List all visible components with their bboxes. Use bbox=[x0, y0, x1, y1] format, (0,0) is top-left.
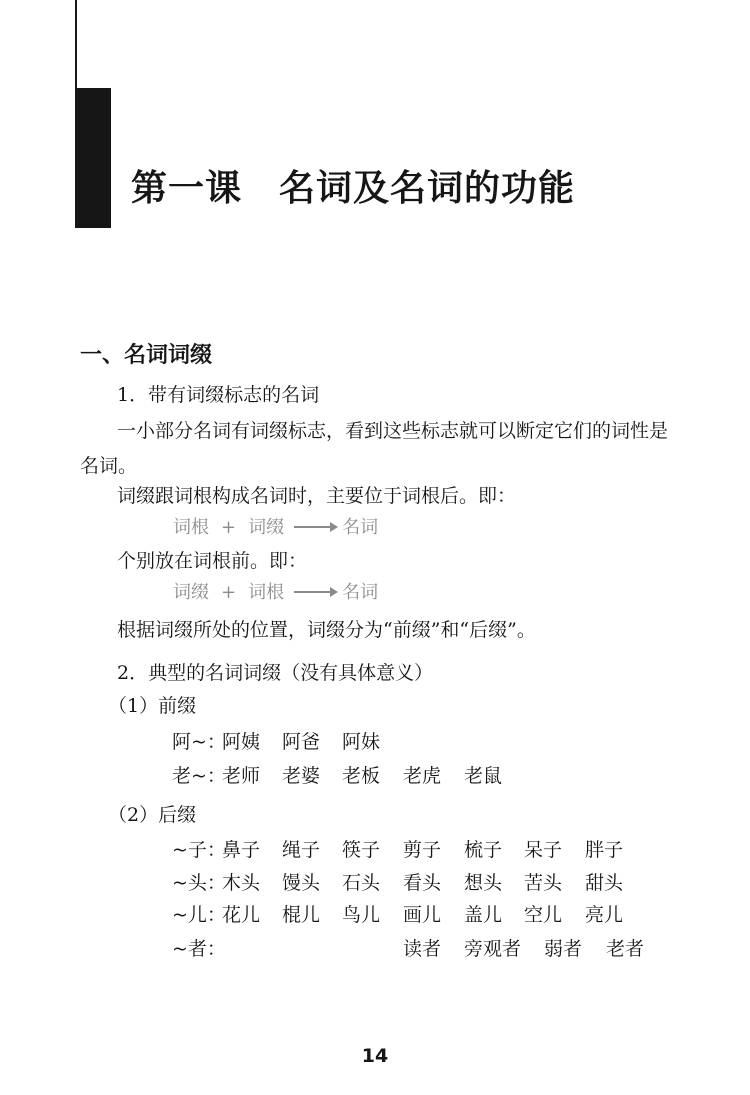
formula-term-b: 词缀 bbox=[248, 517, 285, 538]
example-word: 苦头 bbox=[524, 872, 563, 894]
formula-suffix bbox=[173, 515, 378, 541]
prefix-label: 老~： bbox=[172, 765, 226, 787]
example-word: 阿爸 bbox=[282, 731, 321, 753]
example-word: 老虎 bbox=[403, 765, 442, 787]
plus-sign: + bbox=[221, 582, 237, 603]
subsection-heading-1: 1．带有词缀标志的名词 bbox=[117, 384, 320, 406]
example-word: 鸟儿 bbox=[342, 904, 381, 926]
header-rule bbox=[75, 0, 77, 88]
paragraph-1-line-2: 名词。 bbox=[80, 455, 138, 477]
paragraph-3: 个别放在词根前。即： bbox=[117, 550, 308, 572]
example-word: 弱者 bbox=[544, 938, 583, 960]
example-word: 想头 bbox=[464, 872, 503, 894]
example-word: 馒头 bbox=[282, 872, 321, 894]
suffix-heading: （2）后缀 bbox=[108, 804, 197, 826]
prefix-heading: （1）前缀 bbox=[108, 695, 197, 717]
example-word: 老板 bbox=[342, 765, 381, 787]
example-word: 画儿 bbox=[403, 904, 442, 926]
example-word: 棍儿 bbox=[282, 904, 321, 926]
example-word: 老师 bbox=[222, 765, 261, 787]
example-word: 梳子 bbox=[464, 839, 503, 861]
subsection-heading-2: 2．典型的名词词缀（没有具体意义） bbox=[117, 662, 434, 684]
formula-term-a: 词缀 bbox=[173, 582, 209, 603]
plus-sign: + bbox=[221, 517, 237, 538]
arrow-right-icon bbox=[294, 591, 332, 593]
example-word: 鼻子 bbox=[222, 839, 261, 861]
prefix-label: 阿~： bbox=[172, 731, 226, 753]
example-word: 筷子 bbox=[342, 839, 381, 861]
formula-result: 名词 bbox=[342, 582, 379, 603]
example-word: 木头 bbox=[222, 872, 261, 894]
example-word: 花儿 bbox=[222, 904, 261, 926]
example-word: 盖儿 bbox=[464, 904, 503, 926]
example-word: 老鼠 bbox=[464, 765, 503, 787]
example-word: 旁观者 bbox=[464, 938, 522, 960]
formula-term-b: 词根 bbox=[248, 582, 285, 603]
example-word: 剪子 bbox=[403, 839, 442, 861]
paragraph-4: 根据词缀所处的位置，词缀分为“前缀”和“后缀”。 bbox=[117, 619, 536, 641]
chapter-title-bar bbox=[75, 88, 111, 228]
example-word: 甜头 bbox=[585, 872, 624, 894]
example-word: 老婆 bbox=[282, 765, 321, 787]
paragraph-1-line-1: 一小部分名词有词缀标志，看到这些标志就可以断定它们的词性是 bbox=[117, 420, 669, 442]
example-word: 读者 bbox=[403, 938, 442, 960]
page-number: 14 bbox=[361, 1045, 389, 1067]
example-word: 阿妹 bbox=[342, 731, 381, 753]
formula-term-a: 词根 bbox=[173, 517, 209, 538]
formula-prefix bbox=[173, 580, 378, 606]
suffix-label: ~儿： bbox=[172, 904, 226, 926]
suffix-label: ~头： bbox=[172, 872, 226, 894]
formula-result: 名词 bbox=[342, 517, 379, 538]
paragraph-2: 词缀跟词根构成名词时，主要位于词根后。即： bbox=[117, 485, 517, 507]
example-word: 亮儿 bbox=[585, 904, 624, 926]
example-word: 胖子 bbox=[585, 839, 624, 861]
example-word: 阿姨 bbox=[222, 731, 261, 753]
suffix-label: ~子： bbox=[172, 839, 226, 861]
arrow-right-icon bbox=[294, 526, 332, 528]
chapter-title: 第一课 名词及名词的功能 bbox=[131, 168, 576, 209]
section-heading: 一、名词词缀 bbox=[80, 343, 213, 368]
suffix-label: ~者： bbox=[172, 938, 226, 960]
example-word: 老者 bbox=[606, 938, 645, 960]
example-word: 绳子 bbox=[282, 839, 321, 861]
example-word: 呆子 bbox=[524, 839, 563, 861]
example-word: 石头 bbox=[342, 872, 381, 894]
example-word: 看头 bbox=[403, 872, 442, 894]
example-word: 空儿 bbox=[524, 904, 563, 926]
